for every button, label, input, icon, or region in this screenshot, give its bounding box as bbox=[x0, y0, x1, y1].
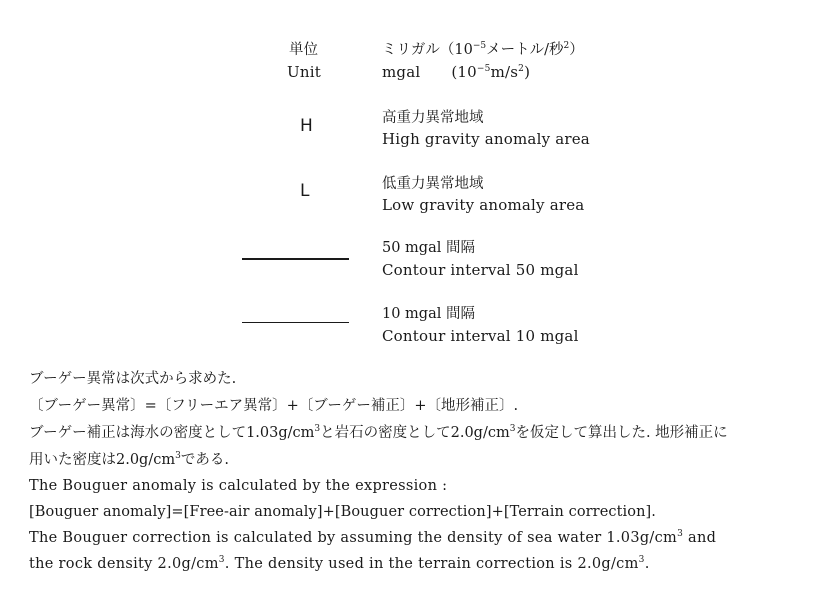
high-label-ja: 高重力異常地域 bbox=[382, 110, 484, 126]
contour-50-line bbox=[242, 258, 349, 260]
note-en-line-3: The Bouguer correction is calculated by assuming the density of sea water $1.03g/cm^3$ and bbox=[29, 529, 717, 546]
note-ja-line-2: 〔ブーゲー異常〕=〔フリーエア異常〕+〔ブーゲー補正〕+〔地形補正〕. bbox=[29, 398, 519, 414]
unit-value-ja: ミリガル（$10^{-5}$メートル/秒$^2$） bbox=[382, 41, 584, 58]
unit-label-en: Unit bbox=[287, 63, 321, 81]
contour-50-label-ja: 50 mgal 間隔 bbox=[382, 240, 475, 256]
low-symbol: L bbox=[300, 181, 310, 201]
unit-value-en: mgal $(10^{-5}m/s^2)$ bbox=[382, 63, 531, 81]
contour-10-label-ja: 10 mgal 間隔 bbox=[382, 306, 475, 322]
high-label-en: High gravity anomaly area bbox=[382, 130, 590, 148]
low-label-en: Low gravity anomaly area bbox=[382, 196, 585, 214]
note-ja-line-3: ブーゲー補正は海水の密度として$1.03g/cm^3$と岩石の密度として$2.0g/cm^3$を仮定して算出した. 地形補正に bbox=[29, 424, 728, 441]
note-en-line-2: [Bouguer anomaly]=[Free-air anomaly]+[Bouguer correction]+[Terrain correction]. bbox=[29, 504, 657, 520]
contour-50-label-en: Contour interval 50 mgal bbox=[382, 261, 579, 279]
note-en-line-4: the rock density $2.0g/cm^3$. The density used in the terrain correction is $2.0g/cm^3$. bbox=[29, 555, 650, 572]
contour-10-line bbox=[242, 322, 349, 323]
high-symbol: H bbox=[300, 116, 313, 136]
note-ja-line-1: ブーゲー異常は次式から求めた. bbox=[29, 371, 237, 387]
note-ja-line-4: 用いた密度は$2.0g/cm^3$である. bbox=[29, 451, 229, 468]
note-en-line-1: The Bouguer anomaly is calculated by the expression : bbox=[29, 478, 448, 494]
contour-10-label-en: Contour interval 10 mgal bbox=[382, 327, 579, 345]
unit-label-ja: 単位 bbox=[289, 42, 318, 58]
low-label-ja: 低重力異常地域 bbox=[382, 176, 484, 192]
